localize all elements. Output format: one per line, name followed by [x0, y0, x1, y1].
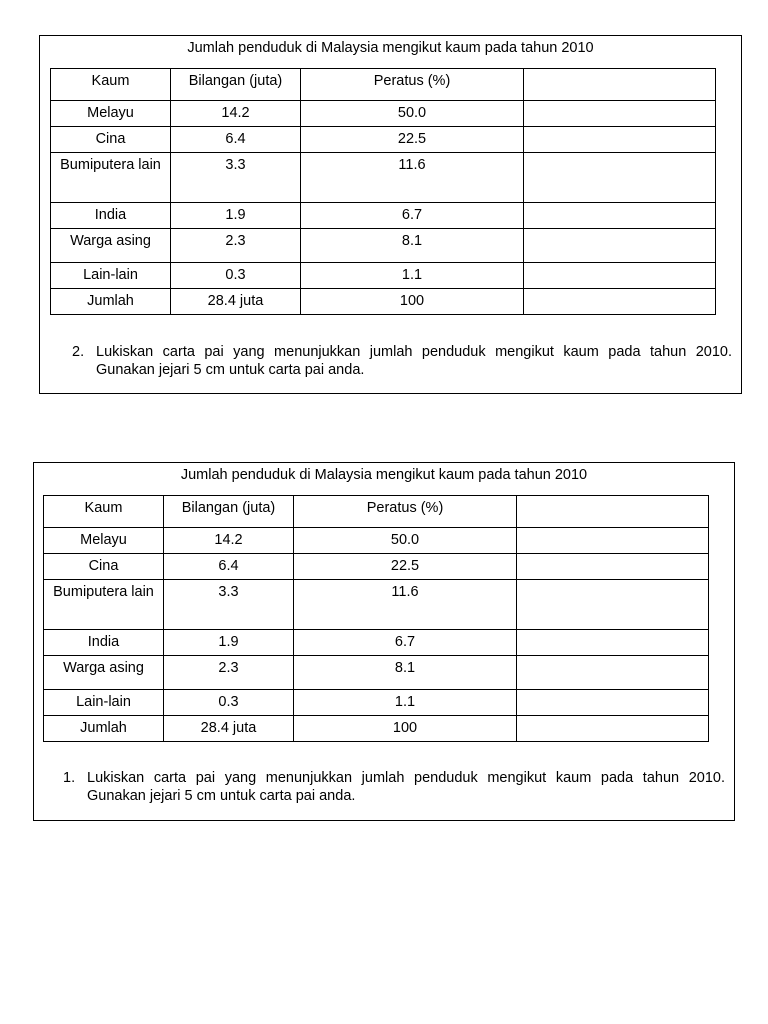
table-row — [44, 554, 709, 580]
cell-empty — [524, 101, 716, 127]
task-number: 2. — [72, 344, 85, 360]
cell-peratus: 8.1 — [301, 229, 524, 263]
table-row — [51, 289, 716, 315]
cell-peratus: 11.6 — [301, 153, 524, 203]
cell-kaum: Lain-lain — [44, 690, 164, 716]
cell-empty — [524, 127, 716, 153]
cell-peratus: 1.1 — [294, 690, 517, 716]
table-row — [51, 203, 716, 229]
cell-empty — [524, 263, 716, 289]
cell-bilangan: 1.9 — [164, 630, 294, 656]
cell-peratus: 100 — [301, 289, 524, 315]
task-instruction — [72, 343, 732, 379]
table-row — [51, 127, 716, 153]
table-row — [44, 630, 709, 656]
cell-bilangan: 6.4 — [164, 554, 294, 580]
table-title: Jumlah penduduk di Malaysia mengikut kaum pada tahun 2010 — [180, 467, 588, 483]
cell-kaum: Cina — [51, 127, 171, 153]
cell-bilangan: 2.3 — [171, 229, 301, 263]
cell-bilangan: 3.3 — [164, 580, 294, 630]
population-table — [50, 68, 716, 315]
task-number: 1. — [63, 770, 76, 786]
table-row — [44, 528, 709, 554]
cell-bilangan: 14.2 — [171, 101, 301, 127]
header-bilangan: Bilangan (juta) — [164, 496, 294, 528]
header-empty — [524, 69, 716, 101]
table-row — [44, 580, 709, 630]
cell-peratus: 22.5 — [294, 554, 517, 580]
cell-bilangan: 28.4 juta — [171, 289, 301, 315]
cell-empty — [517, 554, 709, 580]
cell-bilangan: 28.4 juta — [164, 716, 294, 742]
cell-kaum: Melayu — [44, 528, 164, 554]
cell-kaum: Cina — [44, 554, 164, 580]
cell-kaum: Warga asing — [44, 656, 164, 690]
header-peratus: Peratus (%) — [301, 69, 524, 101]
table-header-row — [51, 69, 716, 101]
table-header-row — [44, 496, 709, 528]
header-kaum: Kaum — [44, 496, 164, 528]
cell-bilangan: 3.3 — [171, 153, 301, 203]
header-peratus: Peratus (%) — [294, 496, 517, 528]
cell-peratus: 22.5 — [301, 127, 524, 153]
task-instruction — [63, 769, 725, 805]
header-empty — [517, 496, 709, 528]
cell-kaum: Warga asing — [51, 229, 171, 263]
cell-empty — [517, 528, 709, 554]
cell-peratus: 6.7 — [294, 630, 517, 656]
table-row — [51, 263, 716, 289]
cell-kaum: Bumiputera lain — [44, 580, 164, 630]
table-row — [51, 229, 716, 263]
table-row — [51, 101, 716, 127]
cell-bilangan: 0.3 — [171, 263, 301, 289]
cell-empty — [524, 229, 716, 263]
population-table — [43, 495, 709, 742]
cell-bilangan: 1.9 — [171, 203, 301, 229]
cell-bilangan: 2.3 — [164, 656, 294, 690]
cell-kaum: India — [44, 630, 164, 656]
cell-bilangan: 6.4 — [171, 127, 301, 153]
cell-peratus: 1.1 — [301, 263, 524, 289]
cell-peratus: 8.1 — [294, 656, 517, 690]
cell-kaum: Jumlah — [51, 289, 171, 315]
table-row — [51, 153, 716, 203]
cell-peratus: 100 — [294, 716, 517, 742]
cell-empty — [524, 153, 716, 203]
cell-empty — [524, 203, 716, 229]
cell-bilangan: 14.2 — [164, 528, 294, 554]
cell-peratus: 6.7 — [301, 203, 524, 229]
cell-empty — [517, 656, 709, 690]
cell-peratus: 50.0 — [294, 528, 517, 554]
cell-kaum: Bumiputera lain — [51, 153, 171, 203]
task-text: Lukiskan carta pai yang menunjukkan jumlah penduduk mengikut kaum pada tahun 2010. Gunakan jejari 5 cm untuk carta pai anda. — [87, 770, 725, 804]
table-title: Jumlah penduduk di Malaysia mengikut kaum pada tahun 2010 — [187, 40, 594, 56]
worksheet-panel-2 — [33, 462, 735, 821]
cell-empty — [517, 630, 709, 656]
cell-empty — [517, 580, 709, 630]
cell-kaum: Jumlah — [44, 716, 164, 742]
cell-peratus: 11.6 — [294, 580, 517, 630]
cell-kaum: India — [51, 203, 171, 229]
cell-peratus: 50.0 — [301, 101, 524, 127]
cell-bilangan: 0.3 — [164, 690, 294, 716]
table-row — [44, 690, 709, 716]
table-row — [44, 716, 709, 742]
header-kaum: Kaum — [51, 69, 171, 101]
worksheet-panel-1 — [39, 35, 742, 394]
cell-empty — [524, 289, 716, 315]
cell-empty — [517, 716, 709, 742]
cell-kaum: Lain-lain — [51, 263, 171, 289]
task-text: Lukiskan carta pai yang menunjukkan jumlah penduduk mengikut kaum pada tahun 2010. Gunakan jejari 5 cm untuk carta pai anda. — [96, 344, 732, 378]
table-row — [44, 656, 709, 690]
header-bilangan: Bilangan (juta) — [171, 69, 301, 101]
cell-kaum: Melayu — [51, 101, 171, 127]
cell-empty — [517, 690, 709, 716]
